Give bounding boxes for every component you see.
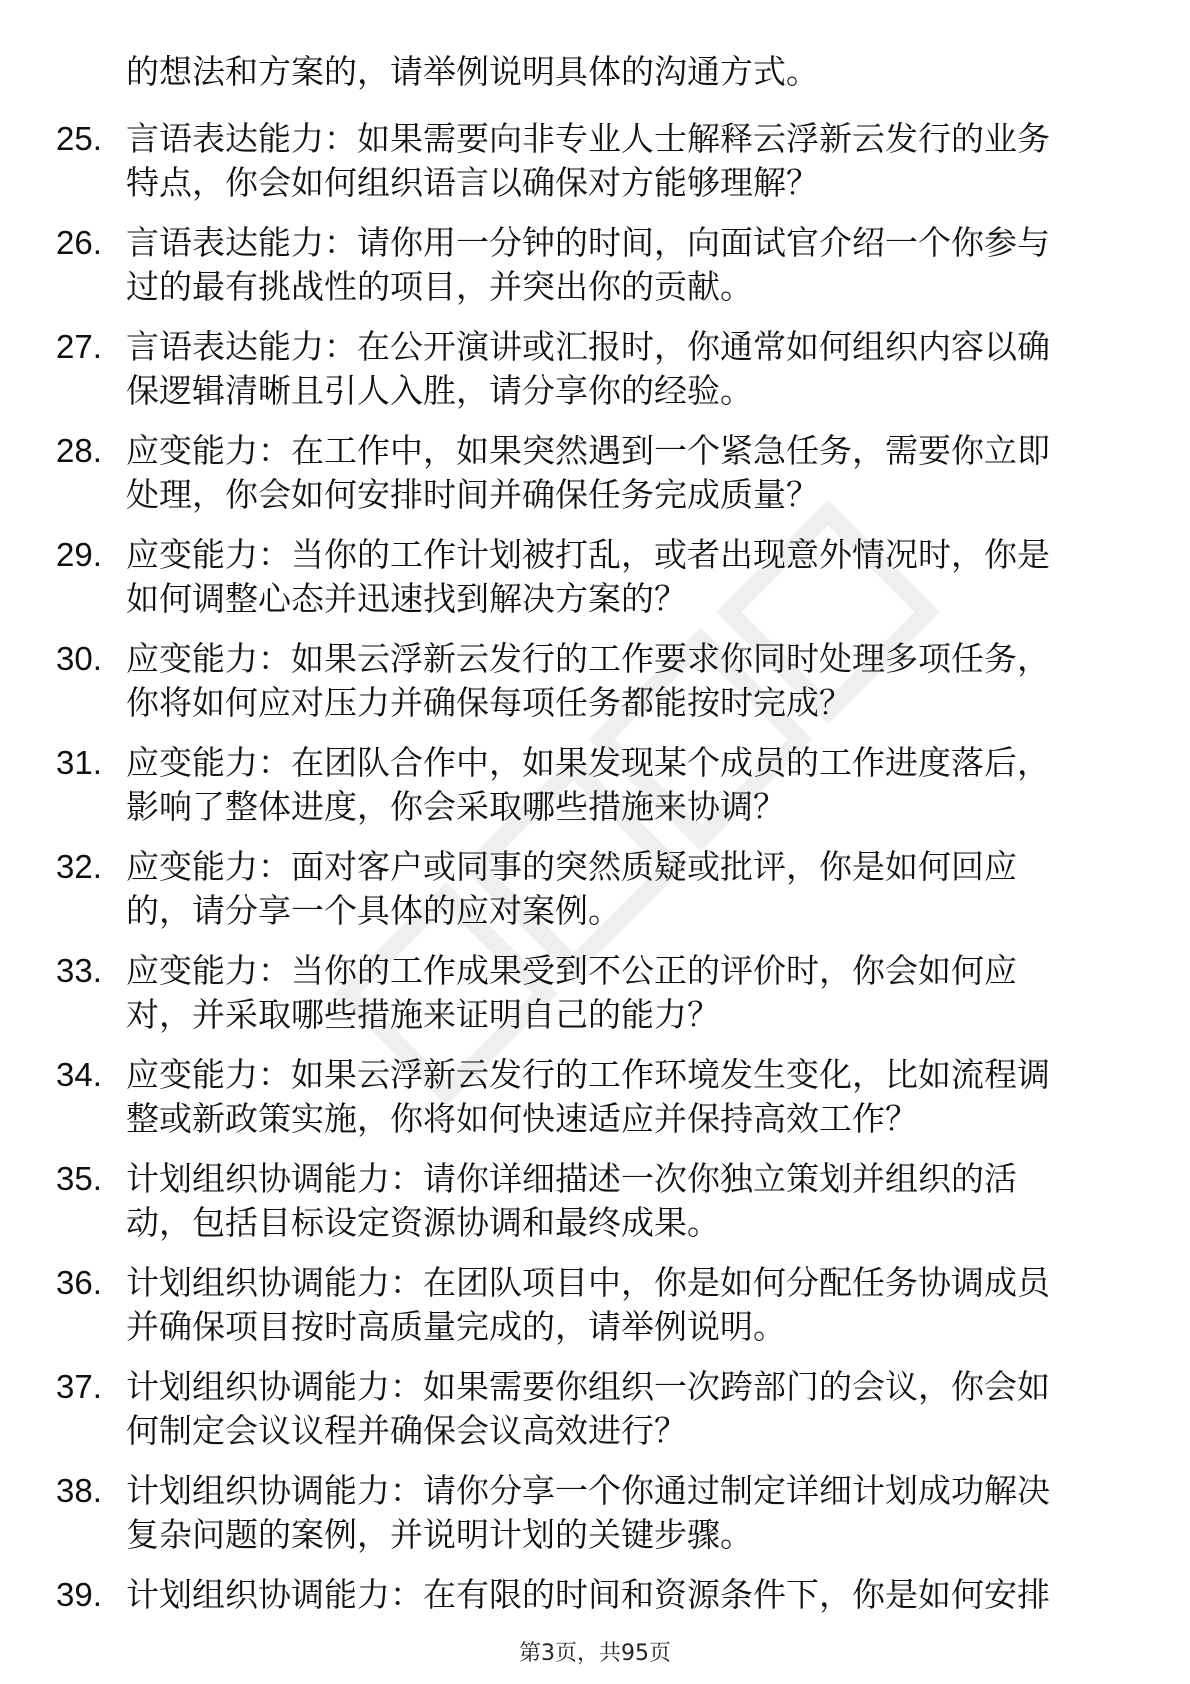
page-footer: 第3页，共95页 xyxy=(519,1641,671,1666)
question-text: 应变能力：如果云浮新云发行的工作要求你同时处理多项任务， 你将如何应对压力并确保每项任务都能按时完成？ xyxy=(126,639,1050,722)
list-item xyxy=(0,1365,1190,1469)
list-item xyxy=(0,1053,1190,1157)
list-item xyxy=(0,1261,1190,1365)
list-item xyxy=(0,637,1190,741)
list-item xyxy=(0,221,1190,325)
list-item xyxy=(0,117,1190,221)
list-item xyxy=(0,429,1190,533)
list-item xyxy=(0,845,1190,949)
list-item xyxy=(0,949,1190,1053)
continuation-text: 的想法和方案的，请举例说明具体的沟通方式。 xyxy=(126,52,819,91)
question-text: 计划组织协调能力：请你分享一个你通过制定详细计划成功解决 复杂问题的案例，并说明计划的关键步骤。 xyxy=(126,1471,1050,1554)
list-item xyxy=(0,1157,1190,1261)
question-text: 应变能力：当你的工作计划被打乱，或者出现意外情况时，你是 如何调整心态并迅速找到解决方案的？ xyxy=(126,535,1050,618)
question-text: 计划组织协调能力：在团队项目中，你是如何分配任务协调成员 并确保项目按时高质量完成的，请举例说明。 xyxy=(126,1263,1050,1346)
question-number: 27. xyxy=(56,328,102,365)
question-number: 35. xyxy=(56,1160,102,1197)
question-text: 计划组织协调能力：请你详细描述一次你独立策划并组织的活 动，包括目标设定资源协调和最终成果。 xyxy=(126,1159,1017,1242)
question-text: 应变能力：当你的工作成果受到不公正的评价时，你会如何应 对，并采取哪些措施来证明自己的能力？ xyxy=(126,951,1017,1034)
question-number: 38. xyxy=(56,1472,102,1509)
list-item xyxy=(0,741,1190,845)
question-text: 应变能力：在团队合作中，如果发现某个成员的工作进度落后， 影响了整体进度，你会采取哪些措施来协调？ xyxy=(126,743,1050,826)
question-text: 计划组织协调能力：在有限的时间和资源条件下，你是如何安排 xyxy=(126,1575,1050,1614)
question-number: 25. xyxy=(56,120,102,157)
question-number: 34. xyxy=(56,1056,102,1093)
question-text: 言语表达能力：如果需要向非专业人士解释云浮新云发行的业务 特点，你会如何组织语言以确保对方能够理解？ xyxy=(126,119,1050,202)
question-number: 28. xyxy=(56,432,102,469)
question-number: 29. xyxy=(56,536,102,573)
list-item xyxy=(0,533,1190,637)
question-text: 应变能力：面对客户或同事的突然质疑或批评，你是如何回应 的，请分享一个具体的应对案例。 xyxy=(126,847,1017,930)
question-text: 言语表达能力：在公开演讲或汇报时，你通常如何组织内容以确 保逻辑清晰且引人入胜，请分享你的经验。 xyxy=(126,327,1050,410)
list-item xyxy=(0,1469,1190,1573)
question-number: 39. xyxy=(56,1576,102,1613)
question-number: 36. xyxy=(56,1264,102,1301)
question-number: 32. xyxy=(56,848,102,885)
question-text: 应变能力：如果云浮新云发行的工作环境发生变化，比如流程调 整或新政策实施，你将如何快速适应并保持高效工作？ xyxy=(126,1055,1050,1138)
question-list xyxy=(0,117,1190,1677)
list-item xyxy=(0,325,1190,429)
question-number: 33. xyxy=(56,952,102,989)
question-text: 言语表达能力：请你用一分钟的时间，向面试官介绍一个你参与 过的最有挑战性的项目，并突出你的贡献。 xyxy=(126,223,1050,306)
question-text: 计划组织协调能力：如果需要你组织一次跨部门的会议，你会如 何制定会议议程并确保会议高效进行？ xyxy=(126,1367,1050,1450)
question-number: 30. xyxy=(56,640,102,677)
question-number: 26. xyxy=(56,224,102,261)
question-number: 37. xyxy=(56,1368,102,1405)
question-number: 31. xyxy=(56,744,102,781)
question-text: 应变能力：在工作中，如果突然遇到一个紧急任务，需要你立即 处理，你会如何安排时间并确保任务完成质量？ xyxy=(126,431,1050,514)
